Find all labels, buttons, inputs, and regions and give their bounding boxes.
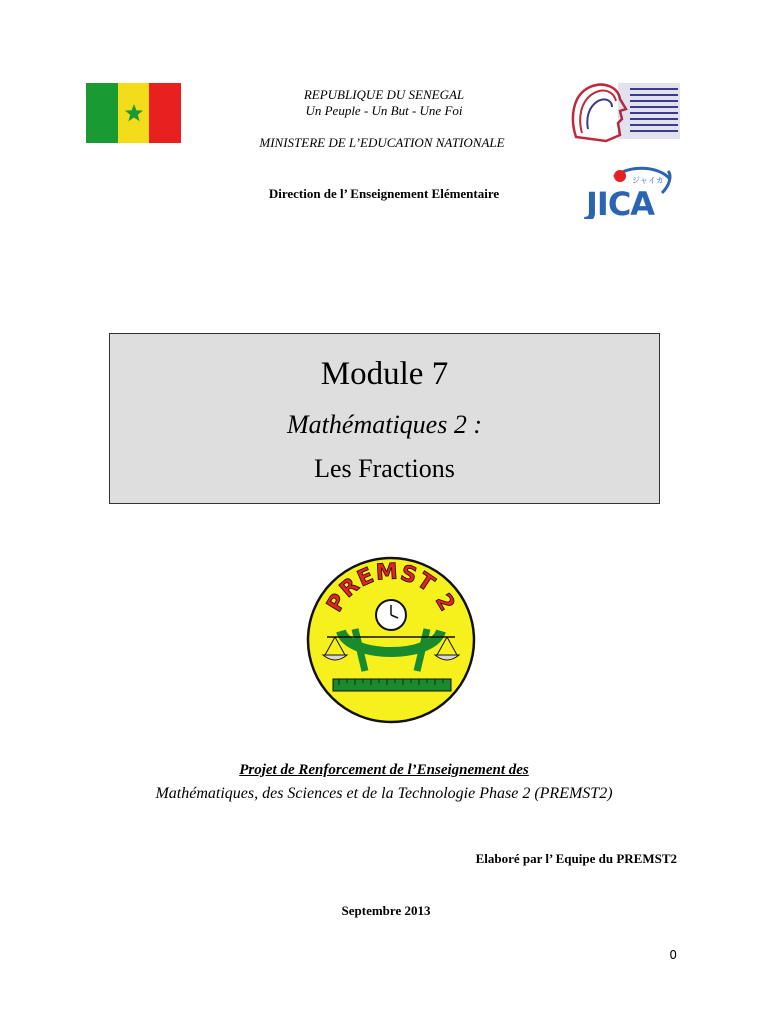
ministry-heading: MINISTERE DE L’EDUCATION NATIONALE — [259, 135, 505, 150]
author-credit: Elaboré par l’ Equipe du PREMST2 — [475, 851, 677, 866]
premst-logo — [305, 555, 477, 725]
page-number: 0 — [669, 948, 677, 962]
module-topic: Les Fractions — [314, 454, 455, 483]
premst-logo-text: PREMST 2 — [322, 559, 460, 617]
republic-heading: REPUBLIQUE DU SENEGAL — [303, 87, 465, 102]
project-title-line1: Projet de Renforcement de l’Enseignement des — [239, 762, 529, 778]
ministry-logo — [566, 79, 682, 143]
module-subject: Mathématiques 2 : — [287, 410, 482, 439]
project-title-line2: Mathématiques, des Sciences et de la Technologie Phase 2 (PREMST2) — [155, 785, 613, 802]
direction-heading: Direction de l’ Enseignement Elémentaire — [268, 186, 500, 201]
jica-katakana: ジャイカ — [632, 176, 664, 185]
jica-logo — [584, 163, 676, 219]
jica-wordmark: JICA — [586, 185, 655, 219]
module-title: Module 7 — [320, 356, 449, 392]
module-title-box — [109, 333, 660, 504]
national-motto: Un Peuple - Un But - Une Foi — [305, 103, 463, 118]
publication-date: Septembre 2013 — [341, 903, 431, 918]
